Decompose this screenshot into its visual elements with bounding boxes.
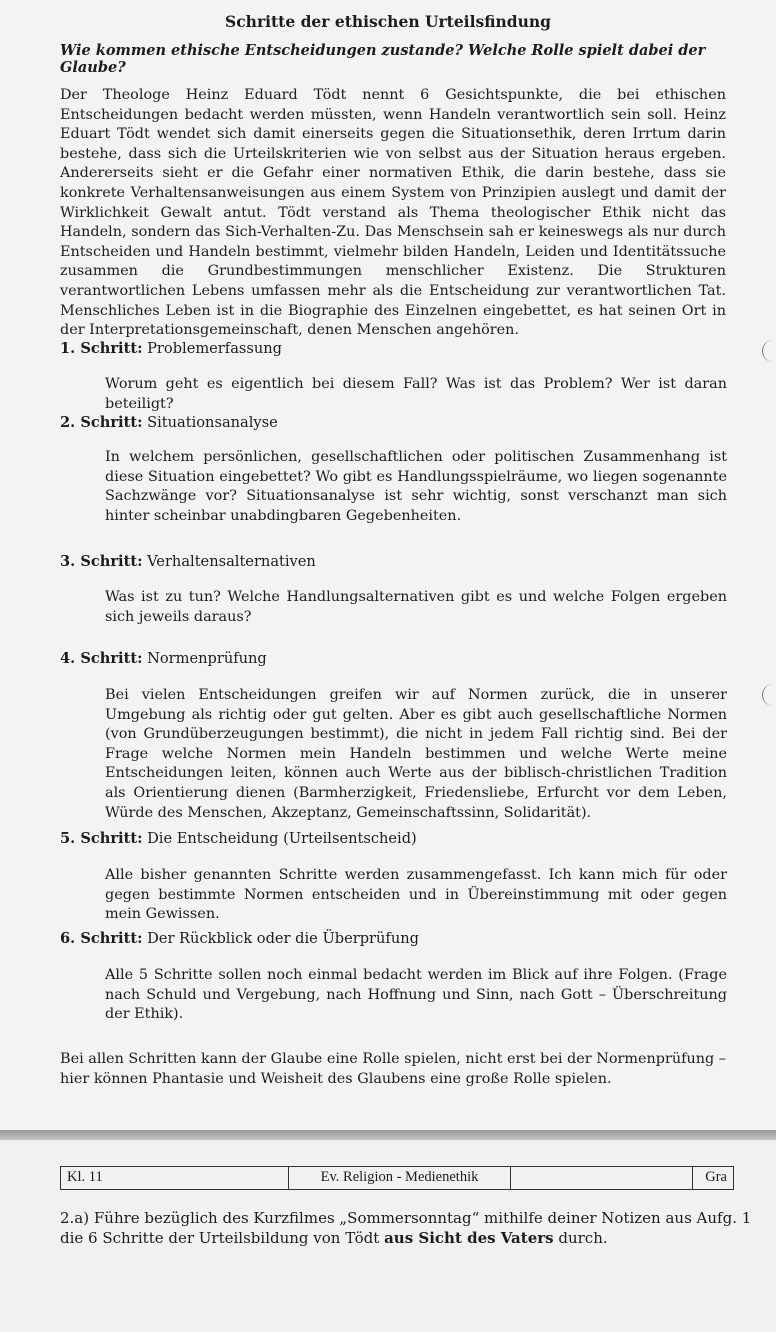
header-empty-cell — [511, 1167, 693, 1189]
step-6-label: 6. Schritt: — [60, 930, 143, 947]
task-instruction — [60, 1208, 760, 1248]
step-2-text: In welchem persönlichen, gesellschaftlichen oder politischen Zusammenhang ist diese Situation eingebettet? Wo gibt es Handlungsspielräume, wo liegen sogenannte Sachzwänge vor? Situationsanalyse ist sehr wichtig, sonst verschanzt man sich hinter scheinbar unabdingbaren Gegebenheiten. — [105, 449, 727, 524]
step-2-name: Situationsanalyse — [147, 414, 278, 431]
margin-bracket-mark — [762, 340, 776, 362]
intro-paragraph: Der Theologe Heinz Eduard Tödt nennt 6 Gesichtspunkte, die bei ethischen Entscheidungen bedacht werden müssten, wenn Handeln verantwortlich sein soll. Heinz Eduart Tödt wendet sich damit einerseits gegen die Situationsethik, deren Irrtum darin bestehe, dass sich die Urteilskriterien wie von selbst aus der Situation heraus ergeben. Andererseits sieht er die Gefahr einer normativen Ethik, die darin bestehe, dass sie konkrete Verhaltensanweisungen aus einem System von Prinzipien auslegt und damit der Wirklichkeit Gewalt antut. Tödt verstand als Thema theologischer Ethik nicht das Handeln, sondern das Sich-Verhalten-Zu. Das Menschsein sah er keineswegs als nur durch Entscheiden und Handeln bestimmt, vielmehr bilden Handeln, Leiden und Identitätssuche zusammen die Grundbestimmungen menschlicher Existenz. Die Strukturen verantwortlichen Lebens umfassen mehr als die Entscheidung zur verantwortlichen Tat. Menschliches Leben ist in die Biographie des Einzelnen eingebettet, es hat seinen Ort in der Interpretationsgemeinschaft, denen Menschen angehören. — [60, 87, 726, 339]
step-3-heading — [60, 553, 316, 570]
step-6-name: Der Rückblick oder die Überprüfung — [147, 930, 419, 947]
class-label: Kl. 11 — [61, 1167, 289, 1189]
step-1-name: Problemerfassung — [147, 340, 283, 357]
task-text-part1: 2.a) Führe bezüglich des Kurzfilmes „Sommersonntag“ mithilfe deiner Notizen aus Aufg. 1 die 6 Schritte der Urteilsbildung von Tödt — [60, 1209, 752, 1247]
closing-paragraph: Bei allen Schritten kann der Glaube eine Rolle spielen, nicht erst bei der Normenprüfung – hier können Phantasie und Weisheit des Glaubens eine große Rolle spielen. — [60, 1051, 726, 1087]
step-1-label: 1. Schritt: — [60, 340, 143, 357]
step-4-text: Bei vielen Entscheidungen greifen wir auf Normen zurück, die in unserer Umgebung als richtig oder gut gelten. Aber es gibt auch gesellschaftliche Normen (von Grundüberzeugungen bestimmt), die nicht in jedem Fall richtig sind. Bei der Frage welche Normen mein Handeln bestimmen und welche Werte meine Entscheidungen leiten, können auch Werte aus der biblisch-christlichen Tradition als Orientierung dienen (Barmherzigkeit, Friedensliebe, Erfurcht vor dem Leben, Würde des Menschen, Akzeptanz, Gemeinschaftssinn, Solidarität). — [105, 687, 727, 821]
step-3-text: Was ist zu tun? Welche Handlungsalternativen gibt es und welche Folgen ergeben sich jeweils daraus? — [105, 589, 727, 625]
step-1-text: Worum geht es eigentlich bei diesem Fall? Was ist das Problem? Wer ist daran beteiligt? — [105, 376, 727, 412]
teacher-label: Gra — [705, 1169, 727, 1185]
step-2-heading — [60, 414, 278, 431]
subject-label: Ev. Religion - Medienethik — [289, 1167, 511, 1189]
step-6-heading — [60, 930, 419, 947]
step-3-name: Verhaltensalternativen — [147, 553, 316, 570]
step-5-text: Alle bisher genannten Schritte werden zusammengefasst. Ich kann mich für oder gegen bestimmte Normen entscheiden und in Übereinstimmung mit oder gegen mein Gewissen. — [105, 867, 727, 923]
margin-bracket-mark — [762, 684, 776, 706]
task-text-part2: durch. — [553, 1229, 608, 1247]
step-4-name: Normenprüfung — [147, 650, 267, 667]
task-text-bold: aus Sicht des Vaters — [384, 1229, 554, 1247]
document-subtitle: Wie kommen ethische Entscheidungen zustande? Welche Rolle spielt dabei der Glaube? — [60, 42, 706, 76]
step-4-label: 4. Schritt: — [60, 650, 143, 667]
step-5-label: 5. Schritt: — [60, 830, 143, 847]
step-3-label: 3. Schritt: — [60, 553, 143, 570]
step-5-heading — [60, 830, 417, 847]
document-title: Schritte der ethischen Urteilsfindung — [225, 12, 551, 31]
step-4-heading — [60, 650, 267, 667]
step-2-label: 2. Schritt: — [60, 414, 143, 431]
step-6-text: Alle 5 Schritte sollen noch einmal bedacht werden im Blick auf ihre Folgen. (Frage nach Schuld und Vergebung, nach Hoffnung und Sinn, nach Gott – Überschreitung der Ethik). — [105, 967, 727, 1023]
page-separator — [0, 1130, 776, 1140]
step-1-heading — [60, 340, 282, 357]
worksheet-header-table — [60, 1166, 734, 1190]
step-5-name: Die Entscheidung (Urteilsentscheid) — [147, 830, 417, 847]
